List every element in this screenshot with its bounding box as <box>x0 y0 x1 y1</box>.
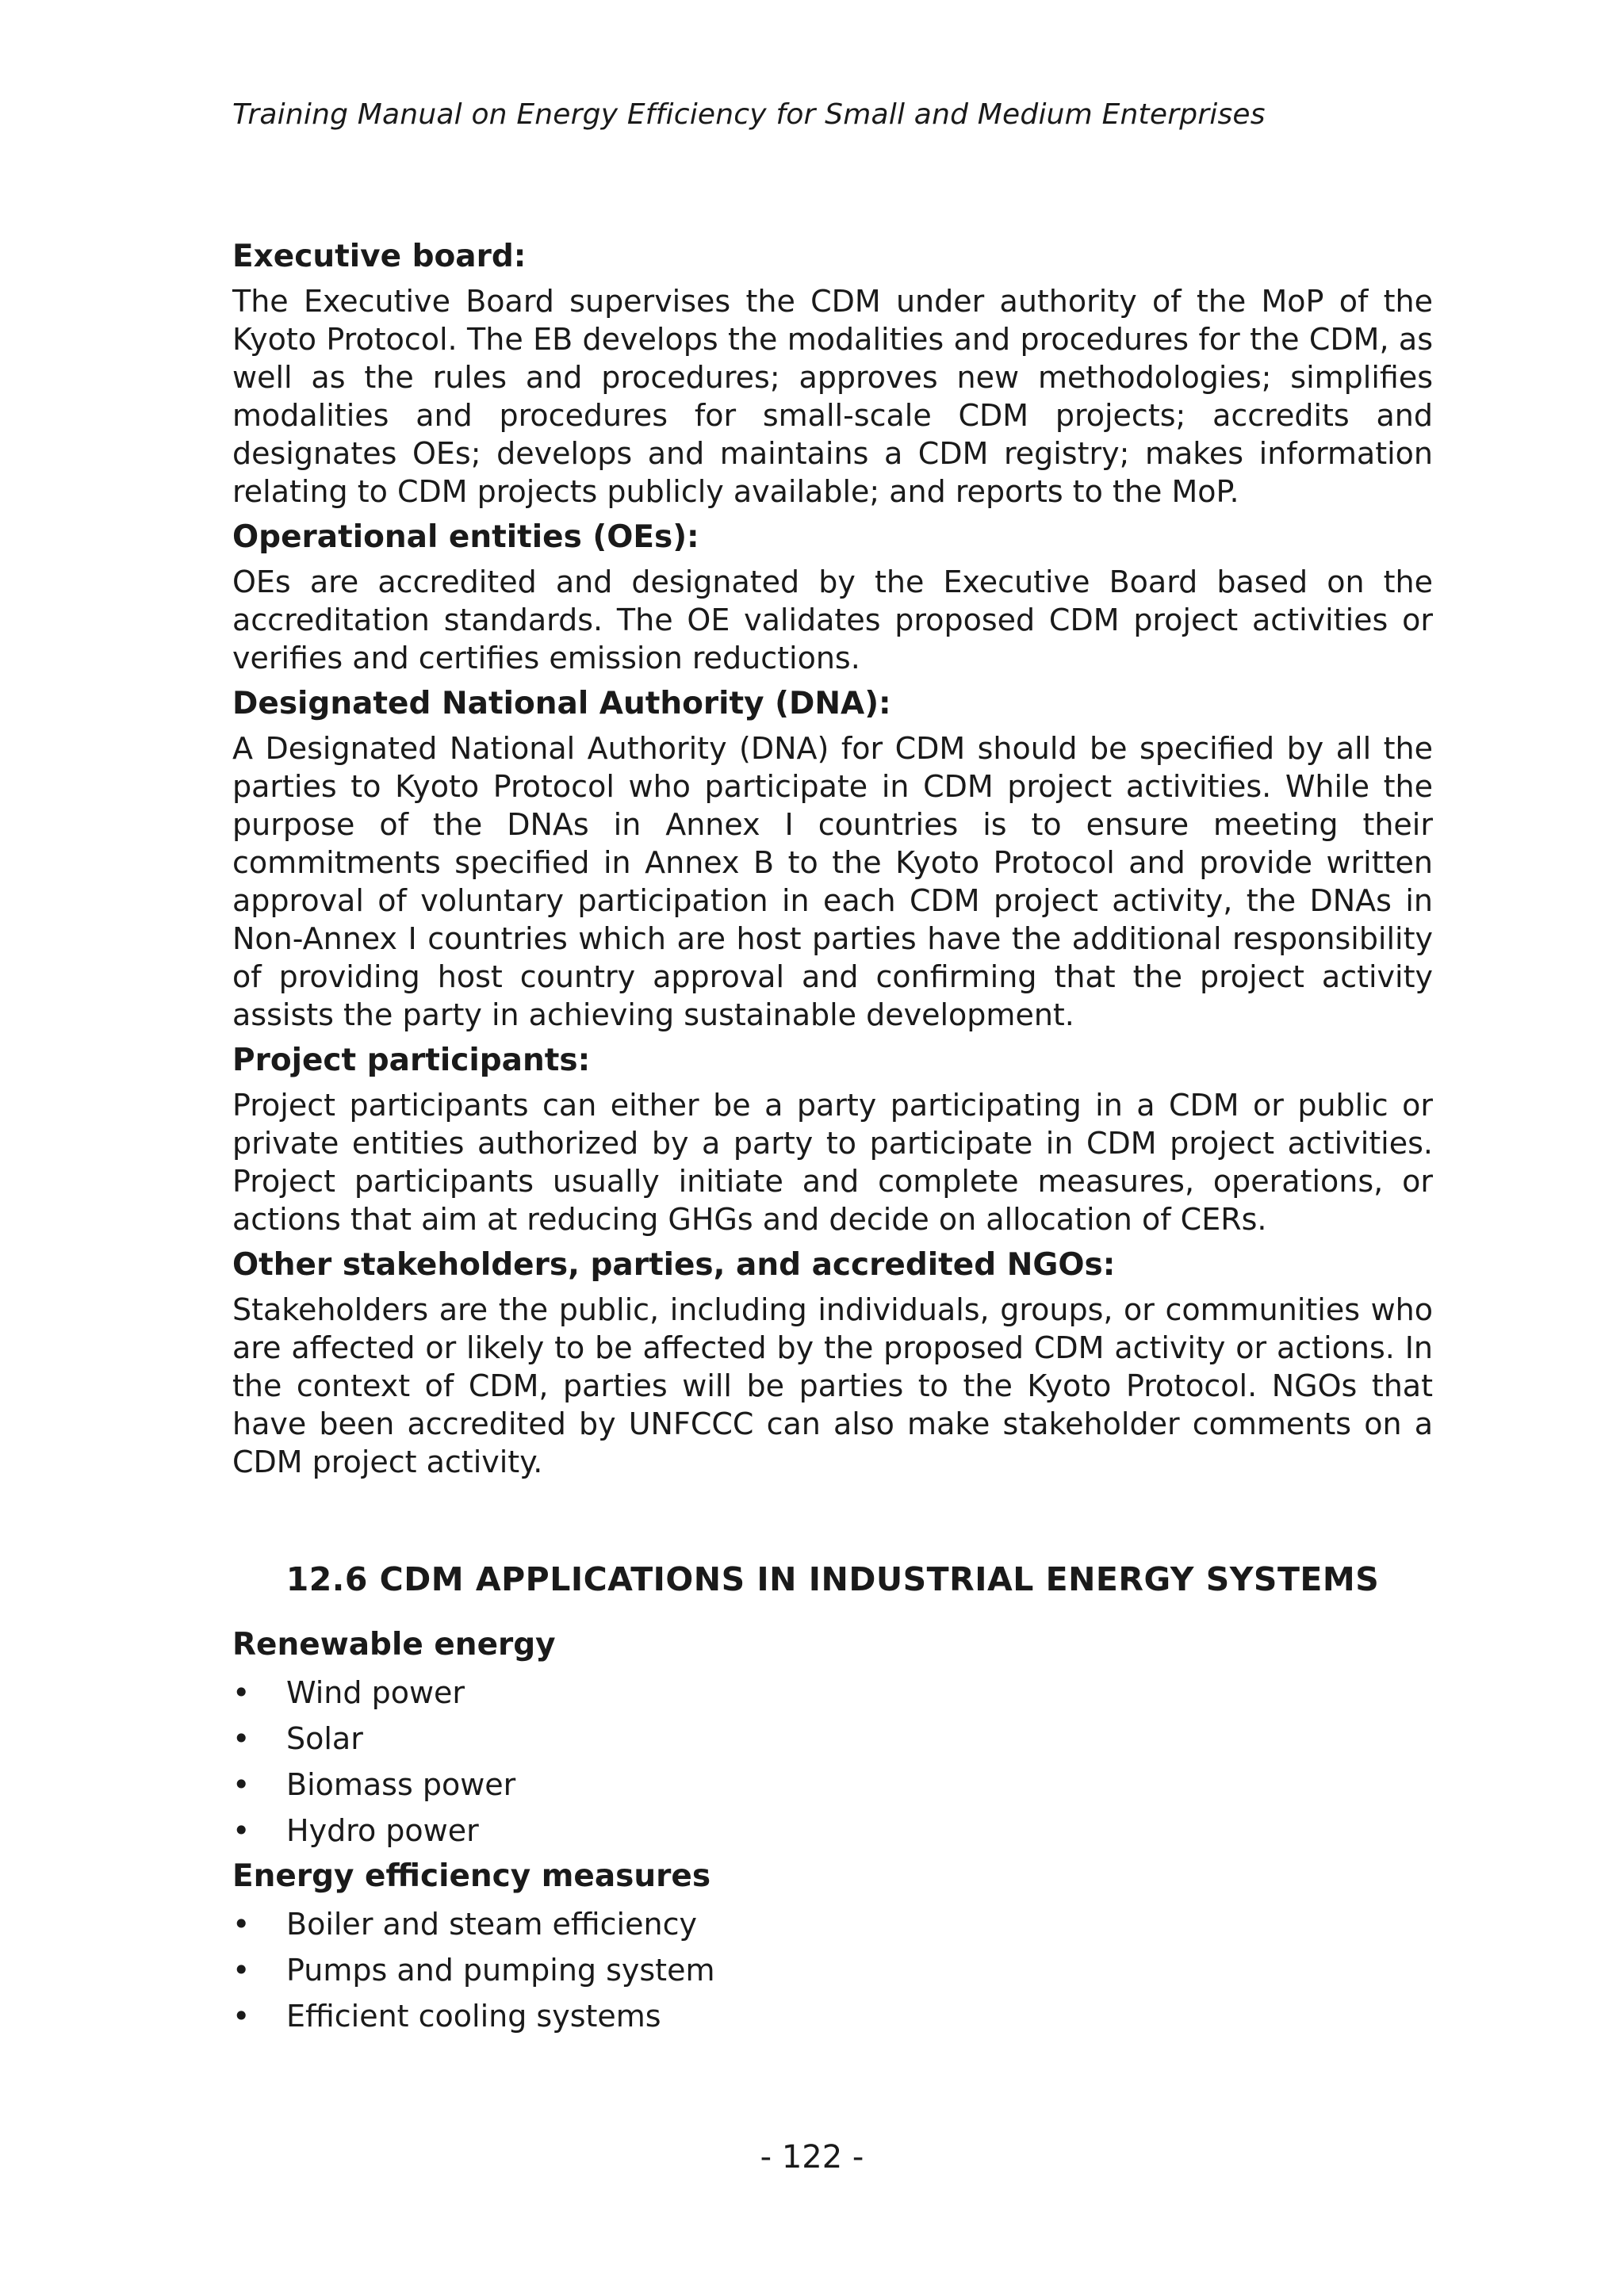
bullet-icon: • <box>232 1813 251 1848</box>
term-dna: Designated National Authority (DNA): <box>232 686 891 721</box>
bullet-icon: • <box>232 1721 251 1756</box>
renewable-energy-list <box>232 1670 1433 1854</box>
term-operational-entities: Operational entities (OEs): <box>232 519 699 555</box>
paragraph-operational-entities: OEs are accredited and designated by the Executive Board based on the accreditation standards. The OE validates proposed CDM project activities or verifies and certifies emission reductions. <box>232 564 1433 675</box>
running-header: Training Manual on Energy Efficiency for Small and Medium Enterprises <box>232 98 1266 131</box>
paragraph-project-participants: Project participants can either be a party participating in a CDM or public or private entities authorized by a party to participate in CDM project activities. Project participants usually initiate and complete measures, operations, or actions that aim at reducing GHGs and decide on allocation of CERs. <box>232 1088 1433 1237</box>
bullet-icon: • <box>232 1999 251 2034</box>
bullet-icon: • <box>232 1675 251 1710</box>
energy-efficiency-list <box>232 1901 1433 2039</box>
bullet-icon: • <box>232 1907 251 1942</box>
list-item: • Boiler and steam efficiency <box>232 1901 1433 1947</box>
term-executive-board: Executive board: <box>232 239 527 274</box>
list-item: • Pumps and pumping system <box>232 1947 1433 1993</box>
subhead-energy-efficiency: Energy efficiency measures <box>232 1858 711 1894</box>
list-item: • Solar <box>232 1716 1433 1762</box>
paragraph-other-stakeholders: Stakeholders are the public, including individuals, groups, or communities who are affected or likely to be affected by the proposed CDM activity or actions. In the context of CDM, parties will be parties to the Kyoto Protocol. NGOs that have been accredited by UNFCCC can also make stakeholder comments on a CDM project activity. <box>232 1292 1433 1479</box>
term-other-stakeholders: Other stakeholders, parties, and accredited NGOs: <box>232 1247 1116 1283</box>
section-title: 12.6 CDM APPLICATIONS IN INDUSTRIAL ENERGY SYSTEMS <box>285 1560 1380 1598</box>
list-item: • Biomass power <box>232 1762 1433 1808</box>
bullet-icon: • <box>232 1953 251 1988</box>
list-item: • Efficient cooling systems <box>232 1993 1433 2039</box>
term-project-participants: Project participants: <box>232 1043 591 1078</box>
bullet-icon: • <box>232 1767 251 1802</box>
paragraph-executive-board: The Executive Board supervises the CDM under authority of the MoP of the Kyoto Protocol. The EB develops the modalities and procedures for the CDM, as well as the rules and procedures; approves new methodologies; simplifies modalities and procedures for small-scale CDM projects; accredits and designates OEs; develops and maintains a CDM registry; makes information relating to CDM projects publicly available; and reports to the MoP. <box>232 284 1433 509</box>
paragraph-dna: A Designated National Authority (DNA) for CDM should be specified by all the parties to Kyoto Protocol who participate in CDM project activities. While the purpose of the DNAs in Annex I countries is to ensure meeting their commitments specified in Annex B to the Kyoto Protocol and provide written approval of voluntary participation in each CDM project activity, the DNAs in Non-Annex I countries which are host parties have the additional responsibility of providing host country approval and confirming that the project activity assists the party in achieving sustainable development. <box>232 731 1433 1032</box>
list-item: • Wind power <box>232 1670 1433 1716</box>
list-item: • Hydro power <box>232 1808 1433 1854</box>
page-content <box>232 238 1433 2042</box>
page-number: - 122 - <box>760 2139 864 2175</box>
subhead-renewable-energy: Renewable energy <box>232 1627 556 1663</box>
